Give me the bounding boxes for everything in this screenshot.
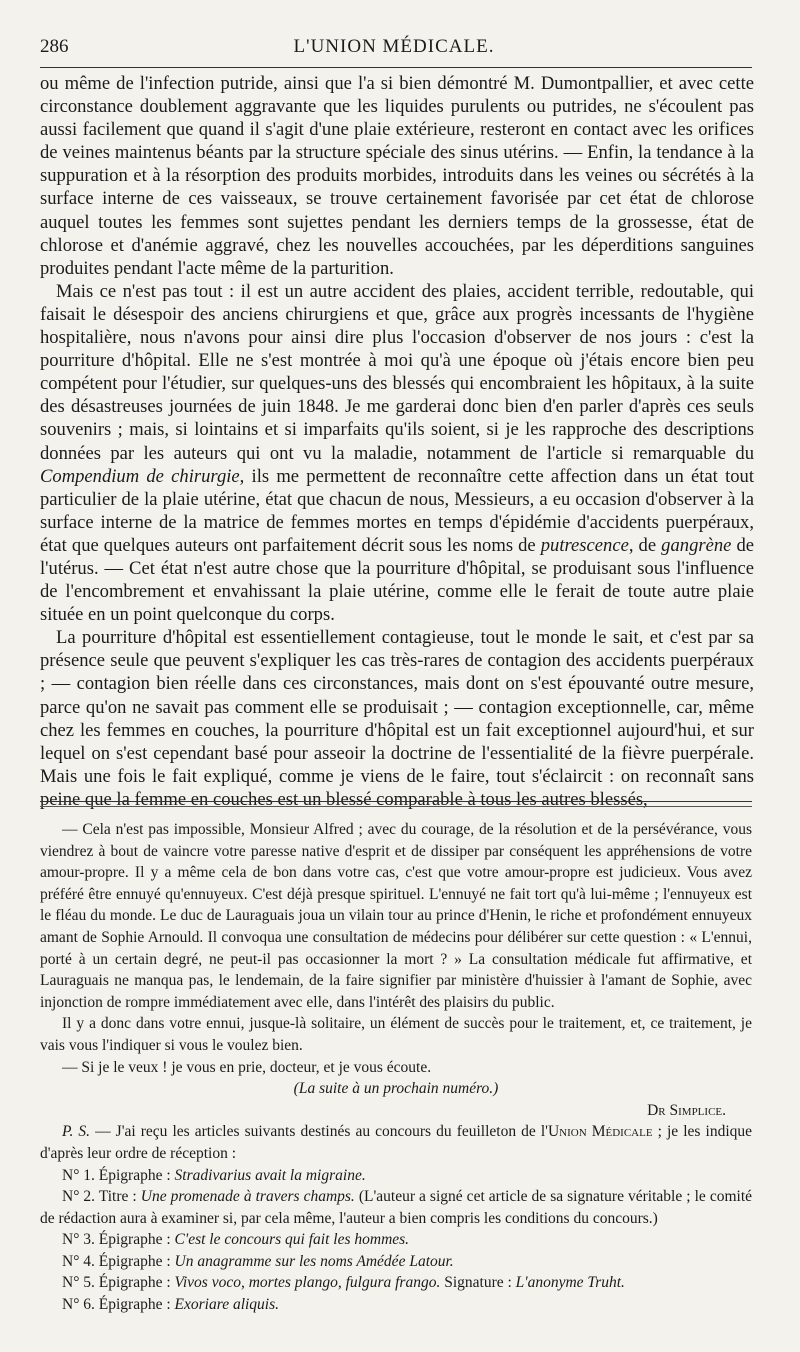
header-rule: [40, 67, 752, 68]
entry-title: Un anagramme sur les noms Amédée Latour.: [174, 1252, 454, 1270]
entry-label: Épigraphe :: [98, 1252, 175, 1270]
italic-gangrene: gangrène: [661, 534, 732, 556]
paragraph-3: La pourriture d'hôpital est essentiellement contagieuse, tout le monde le sait, et c'est par sa présence seule que peuvent s'expliquer les cas très-rares de contagion des accidents puerpéraux ; — contagion bien réelle dans ces circonstances, mais dont on s'est épouvanté outre mesure, parce qu'on ne savait pas comment elle se produisait ; — contagion exceptionnelle, car, même chez les femmes en couches, la pourriture d'hôpital est un fait exceptionnel aujourd'hui, et sur lequel on s'est cependant basé pour asseoir la doctrine de l'essentialité de la fièvre puerpérale. Mais une fois le fait expliqué, comme je viens de le faire, tout s'éclaircit : on reconnaît sans peine que la femme en couches est un blessé comparable à tous les autres blessés,: [40, 627, 754, 810]
entry-label: Épigraphe :: [98, 1296, 175, 1314]
entry-item: [40, 1229, 752, 1251]
entry-number: N° 1.: [62, 1166, 99, 1184]
paragraph-2: Mais ce n'est pas tout : il est un autre accident des plaies, accident terrible, redoutable, qui faisait le désespoir des anciens chirurgiens et que, grâce aux progrès incessants de l'hygiène hospitalière, nous n'avons pour ainsi dire plus l'occasion d'observer de nos jours : c'est la pourriture d'hôpital. Elle ne s'est montrée à moi qu'à une époque où j'étais encore bien peu compétent pour l'étudier, sur quelques-uns des blessés qui encombraient les hôpitaux, à la suite des désastreuses journées de juin 1848. Je me garderai donc bien d'en parler d'après ces seuls souvenirs ; mais, si lointains et si imparfaits qu'ils soient, si je les rapproche des descriptions données par les auteurs qui ont vu la maladie, notamment de l'article si remarquable du Compendium de chirurgie, ils me permettent de reconnaître cette affection dans un état tout particulier de la plaie utérine, état que chacun de nous, Messieurs, a eu occasion d'observer à la surface interne de la matrice de femmes mortes en temps d'épidémie d'accidents puerpéraux, état que quelques auteurs ont parfaitement décrit sous les noms de putrescence, de gangrène de l'utérus. — Cet état n'est autre chose que la pourriture d'hôpital, se produisant sous l'influence de l'encombrement et envahissant la plaie utérine, comme elle le ferait de toute autre plaie située en un point quelconque du corps.: [40, 280, 755, 626]
entry-label: Titre :: [98, 1188, 141, 1206]
entry-item: [40, 1186, 752, 1229]
entry-title: Vivos voco, mortes plango, fulgura frango.: [174, 1274, 441, 1292]
entry-title: Stradivarius avait la migraine.: [174, 1166, 366, 1184]
entry-number: N° 4.: [62, 1252, 99, 1270]
italic-compendium: Compendium de chirurgie: [40, 465, 240, 487]
page-header: [40, 36, 748, 62]
entry-number: N° 3.: [62, 1231, 99, 1249]
feuilleton-section: [40, 819, 752, 1316]
italic-putrescence: putrescence: [540, 534, 629, 556]
entry-item: [40, 1272, 752, 1294]
entry-label: Épigraphe :: [98, 1166, 175, 1184]
postscript: P. S. — J'ai reçu les articles suivants destinés au concours du feuilleton de l'Union Médicale ; je les indique d'après leur ordre de réception :: [40, 1123, 752, 1162]
entry-number: N° 5.: [62, 1274, 99, 1292]
entry-list: [40, 1165, 752, 1316]
suite-note: (La suite à un prochain numéro.): [293, 1080, 499, 1098]
entry-label: Épigraphe :: [98, 1231, 175, 1249]
main-article: [40, 72, 754, 811]
feuilleton-paragraph-1: — Cela n'est pas impossible, Monsieur Alfred ; avec du courage, de la résolution et de la persévérance, vous viendrez à bout de vaincre votre paresse native d'esprit et de dissiper par conséquent les appréhensions de votre amour-propre. Il y a même cela de bon dans votre cas, c'est que votre amour-propre est judicieux. Vous avez préféré être ennuyé qu'ennuyeux. C'est déjà presque spirituel. L'ennuyé ne fait tort qu'à lui-même ; l'ennuyeux est le fléau du monde. Le duc de Lauraguais joua un vilain tour au prince d'Henin, le riche et profondément ennuyeux amant de Sophie Arnould. Il convoqua une consultation de médecins pour délibérer sur cette question : « L'ennui, porté à un certain degré, ne peut-il pas occasionner la mort ? » La consultation médicale fut affirmative, et Lauraguais ne manqua pas, le lendemain, de la faire signifier par ministère d'huissier à l'amant de Sophie, avec injonction de rompre immédiatement avec elle, dans l'intérêt des plaisirs du public.: [40, 821, 752, 1011]
entry-note: (L'auteur a signé cet article de sa signature véritable ; le comité de rédaction aura à examiner si, par cela même, l'auteur a bien compris les conditions du concours.): [40, 1188, 752, 1227]
entry-number: N° 6.: [62, 1296, 99, 1314]
entry-label: Épigraphe :: [98, 1274, 175, 1292]
feuilleton-rule-bottom: [40, 806, 752, 807]
entry-note: Signature :: [440, 1274, 516, 1292]
entry-signature: L'anonyme Truht.: [515, 1274, 625, 1292]
paragraph-1: ou même de l'infection putride, ainsi que l'a si bien démontré M. Dumontpallier, et avec cette circonstance doublement aggravante que les liquides purulents ou putrides, ne s'écoulent pas aussi facilement que quand il s'agit d'une plaie extérieure, resteront en contact avec les orifices de veines maintenus béants par la structure spéciale des sinus utérins. — Enfin, la tendance à la suppuration et à la résorption des produits morbides, introduits dans les veines ou sécrétés à la surface interne de ces vaisseaux, se trouve certainement favorisée par cet état de chlorose auquel toutes les femmes sont sujettes pendant les derniers temps de la grossesse, état de chlorose et d'anémie aggravé, chez les nouvelles accouchées, par les déperditions sanguines produites pendant l'acte même de la parturition.: [40, 73, 754, 279]
entry-item: [40, 1165, 752, 1187]
entry-item: [40, 1294, 752, 1316]
entry-item: [40, 1251, 752, 1273]
entry-title: C'est le concours qui fait les hommes.: [174, 1231, 410, 1249]
signature: Dr Simplice.: [647, 1101, 726, 1119]
feuilleton-rule-top: [40, 801, 752, 802]
feuilleton-paragraph-2: Il y a donc dans votre ennui, jusque-là solitaire, un élément de succès pour le traitement, et, ce traitement, je vais vous l'indiquer si vous le voulez bien.: [40, 1015, 752, 1054]
page-number: 286: [40, 36, 69, 57]
journal-title: L'UNION MÉDICALE.: [293, 36, 495, 57]
feuilleton-paragraph-3: — Si je le veux ! je vous en prie, docteur, et je vous écoute.: [62, 1058, 432, 1076]
entry-title: Exoriare aliquis.: [174, 1296, 280, 1314]
entry-number: N° 2.: [62, 1188, 99, 1206]
entry-title: Une promenade à travers champs.: [140, 1188, 355, 1206]
